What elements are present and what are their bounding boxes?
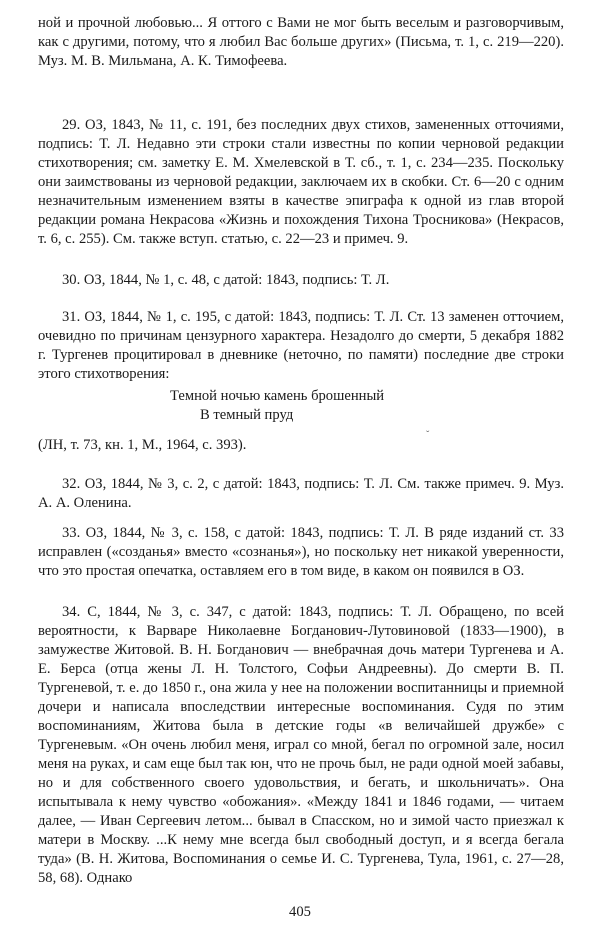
print-mark-icon: ˇ (426, 430, 430, 441)
note-29: 29. ОЗ, 1843, № 11, с. 191, без последних двух стихов, замененных отточиями, подпись: Т. Л. Недавно эти строки стали известны по копии черновой редакции стихотворения; см. заметку Е. М. Хмелевской в Т. сб., т. 1, с. 234—235. Поскольку они заимствованы из черновой редакции, заключаем их в скобки. Ст. 6—20 с одним незначительным изменением взяты в качестве эпиграфа к одной из глав второй редакции романа Некрасова «Жизнь и похождения Тихона Тросникова» (Некрасов, т. 6, с. 255). См. также вступ. статью, с. 22—23 и примеч. 9. (38, 117, 564, 247)
page-number: 405 (289, 904, 311, 920)
note-32: 32. ОЗ, 1844, № 3, с. 2, с датой: 1843, подпись: Т. Л. См. также примеч. 9. Муз. А. А. Оленина. (38, 476, 564, 511)
paragraph-continuation: ной и прочной любовью... Я оттого с Вами не мог быть веселым и разговорчивым, как с другими, потому, что я любил Вас больше других» (Письма, т. 1, с. 219—220). Муз. М. В. Мильмана, А. К. Тимофеева. (38, 15, 564, 69)
note-30: 30. ОЗ, 1844, № 1, с. 48, с датой: 1843, подпись: Т. Л. (62, 272, 390, 288)
citation-ln: (ЛН, т. 73, кн. 1, М., 1964, с. 393). (38, 437, 247, 453)
note-33: 33. ОЗ, 1844, № 3, с. 158, с датой: 1843, подпись: Т. Л. В ряде изданий ст. 33 исправлен («созданья» вместо «сознанья»), но поскольку нет никакой уверенности, что это простая опечатка, оставляем его в том виде, в каком он появился в ОЗ. (38, 525, 564, 579)
poem-quote (170, 387, 470, 425)
poem-line-2: В темный пруд (200, 407, 294, 423)
note-31: 31. ОЗ, 1844, № 1, с. 195, с датой: 1843, подпись: Т. Л. Ст. 13 заменен отточием, очевидно по причинам цензурного характера. Незадолго до смерти, 5 декабря 1882 г. Тургенев процитировал в дневнике (неточно, по памяти) последние две строки этого стихотворения: (38, 309, 564, 382)
poem-line-1: Темной ночью камень брошенный (170, 388, 385, 404)
note-34: 34. С, 1844, № 3, с. 347, с датой: 1843, подпись: Т. Л. Обращено, по всей вероятности, к Варваре Николаевне Богданович-Лутовиновой (1833—1900), в замужестве Житовой. В. Н. Богданович — внебрачная дочь матери Тургенева и А. Е. Берса (отца жены Л. Н. Толстого, Софьи Андреевны). До смерти В. П. Тургеневой, т. е. до 1850 г., она жила у нее на положении воспитанницы и приемной дочери и написала впоследствии интересные воспоминания. Судя по этим воспоминаниям, Житова была в детские годы «в величайшей дружбе» с Тургеневым. «Он очень любил меня, играл со мной, бегал по огромной зале, носил меня на руках, и сам еще был так юн, что не прочь был, не ради одной моей забавы, но и для собственного своего удовольствия, и бегать, и школьничать». Она испытывала к нему чувство «обожания». «Между 1841 и 1846 годами, — читаем далее, — Иван Сергеевич летом... бывал в Спасском, но и зимой часто приезжал к матери в Москву. ...К нему мне всегда был свободный доступ, и я всегда бегала туда» (В. Н. Житова, Воспоминания о семье И. С. Тургенева, Тула, 1961, с. 27—28, 58, 68). Однако (38, 604, 564, 886)
